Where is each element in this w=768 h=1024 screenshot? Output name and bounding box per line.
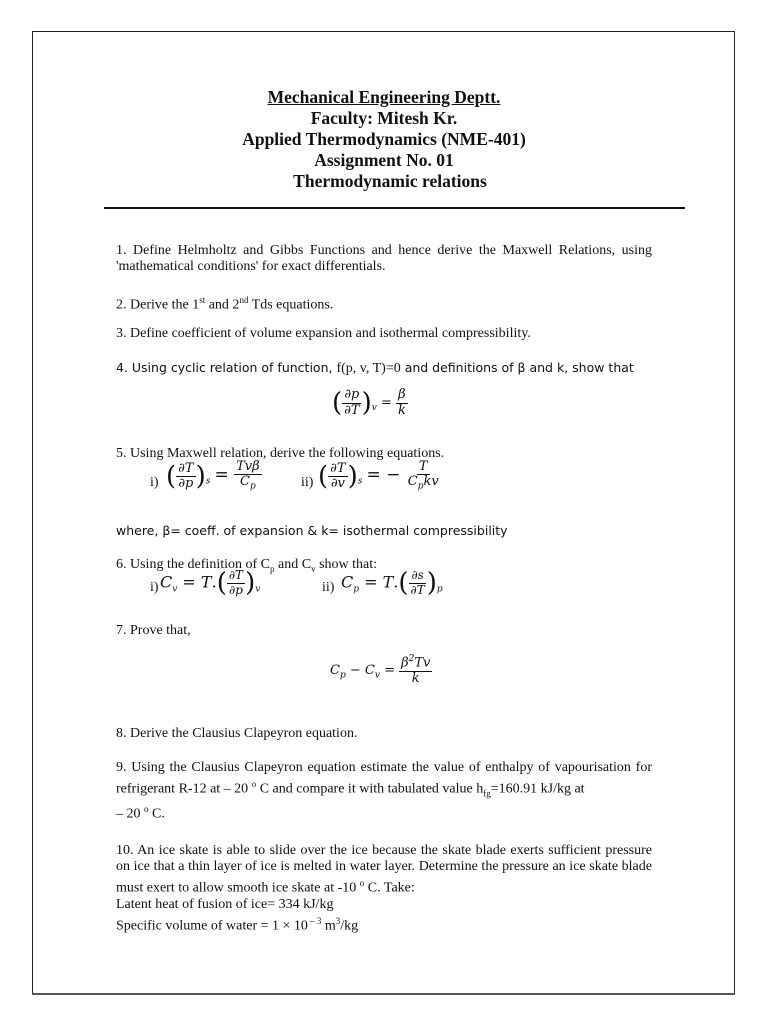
question-4: 4. Using cyclic relation of function, f(p, v, T)=0 and definitions of β and k, show that — [116, 360, 634, 376]
equation-q4: ( $\frac{\partial p}{\partial T}$ )$_v$ = $\frac{\beta}{k}$ — [332, 387, 406, 418]
question-10: 10. An ice skate is able to slide over the ice because the skate blade exerts sufficient pressure on ice that a thin layer of ice is melted in water layer. Determine the pressure an ice skate blade must exert to allow smooth ice skate at -10 $^o$ C. Take: Latent heat of fusion of ice= 334 kJ/kg Specific volume of water = 1 × 10 $^{- 3}$ $m^3/kg$ — [116, 843, 652, 934]
q6-label-i: i) — [150, 580, 159, 595]
q6-label-ii: ii) — [322, 580, 335, 595]
q5-label-i: i) — [150, 475, 159, 490]
question-2: 2. Derive the 1st and 2nd Tds equations. — [116, 295, 334, 313]
question-9: 9. Using the Clausius Clapeyron equation estimate the value of enthalpy of vapourisation for refrigerant R-12 at – 20 $^o$ C and compare it with tabulated value $h_{fg}=160.91$ kJ/kg at – 20 $^o$ C. — [116, 760, 652, 823]
equation-q6-i: $C_v = T$.( $\frac{\partial T}{\partial p}$ )$_v$ — [160, 568, 261, 598]
question-8: 8. Derive the Clausius Clapeyron equation. — [116, 726, 358, 741]
faculty-line: Faculty: Mitesh Kr. — [310, 108, 458, 128]
course-line: Applied Thermodynamics (NME-401) — [242, 129, 526, 149]
equation-q5-i: ( $\frac{\partial T}{\partial p}$ )$_s$ = $\frac{\text{Tvβ}}{C_p}$ — [166, 459, 260, 492]
topic-line: Thermodynamic relations — [293, 171, 487, 191]
assignment-line: Assignment No. 01 — [314, 150, 454, 170]
equation-q7: $C_p - C_v$ = $\frac{\beta^2Tv}{k}$ — [330, 654, 431, 686]
question-7: 7. Prove that, — [116, 623, 191, 638]
equation-q5-ii: ( $\frac{\partial T}{\partial v}$ )$_s$ = − $\frac{T}{C_pkv}$ — [318, 459, 439, 492]
document-header — [0, 87, 768, 192]
equation-q6-ii: $C_p = T$.( $\frac{\partial s}{\partial T}$ )$_p$ — [341, 568, 443, 598]
question-5-where: where, β= coeff. of expansion & k= isothermal compressibility — [116, 523, 508, 538]
question-5: 5. Using Maxwell relation, derive the following equations. — [116, 446, 445, 461]
header-divider — [104, 207, 685, 209]
question-6: 6. Using the definition of $C_p$ and $C_v$ show that: — [116, 557, 378, 574]
page-border-shadow — [32, 993, 735, 995]
question-1: 1. Define Helmholtz and Gibbs Functions and hence derive the Maxwell Relations, using 'mathematical conditions' for exact differentials. — [116, 243, 652, 274]
dept-title: Mechanical Engineering Deptt. — [267, 87, 501, 107]
q5-label-ii: ii) — [301, 475, 314, 490]
question-3: 3. Define coefficient of volume expansion and isothermal compressibility. — [116, 326, 531, 341]
